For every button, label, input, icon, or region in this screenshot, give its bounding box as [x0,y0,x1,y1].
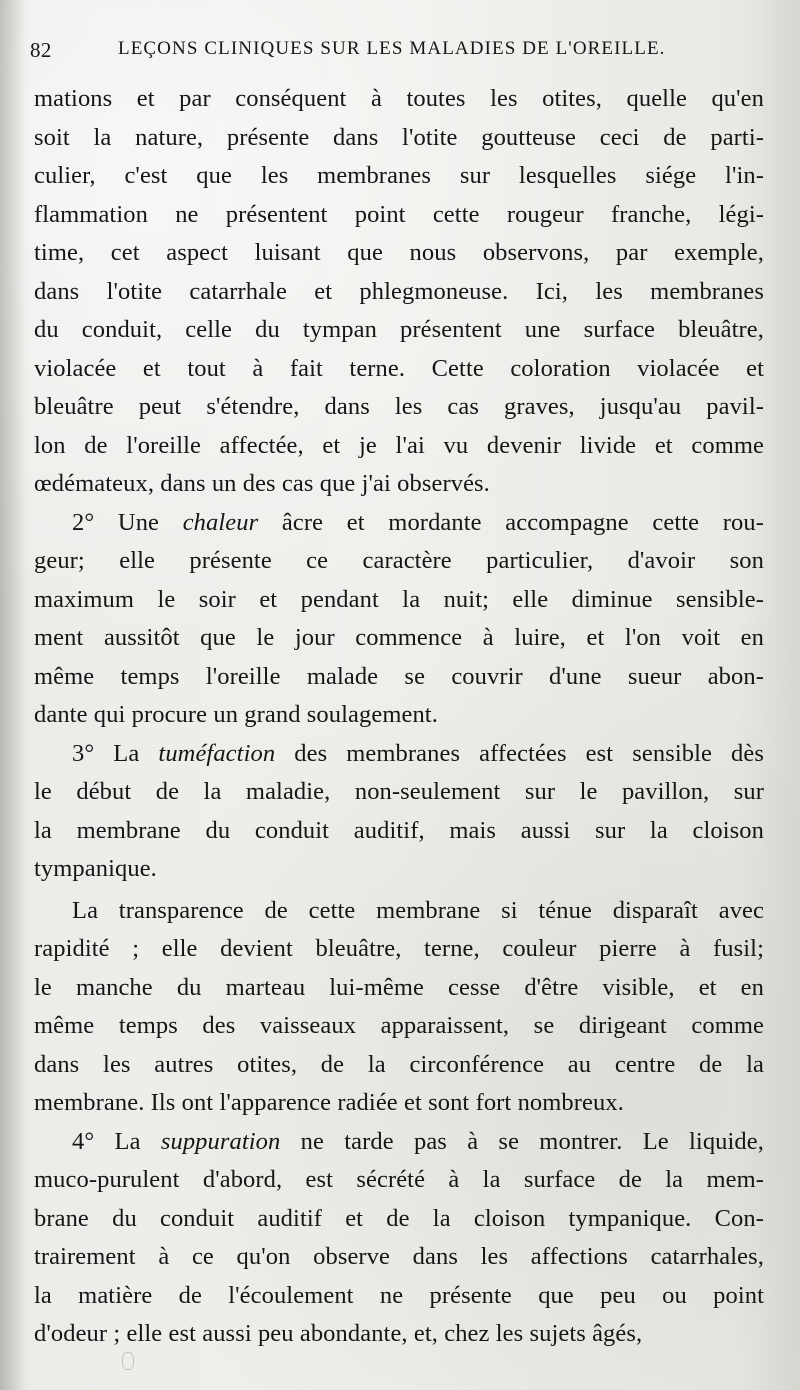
italic-term: suppuration [160,1127,281,1155]
text-line: soit la nature, présente dans l'otite goutteuse ceci de parti- [34,123,764,151]
text-line: geur; elle présente ce caractère particulier, d'avoir son [34,547,764,574]
text-line: même temps l'oreille malade se couvrir d'une sueur abon- [34,662,764,690]
text-line: dante qui procure un grand soulagement. [34,701,438,728]
text-line: le manche du marteau lui-même cesse d'être visible, et en [34,973,764,1001]
text-fragment: des membranes affectées est sensible dès [275,739,764,767]
text-line: violacée et tout à fait terne. Cette coloration violacée et [34,354,764,382]
gutter-shadow [0,0,26,1390]
paper-smudge [122,1352,134,1370]
page-header [30,38,770,68]
text-line: mations et par conséquent à toutes les otites, quelle qu'en [34,85,764,112]
text-line: d'odeur ; elle est aussi peu abondante, et, chez les sujets âgés, [34,1320,643,1347]
text-line: bleuâtre peut s'étendre, dans les cas graves, jusqu'au pavil- [34,393,764,420]
text-line: tympanique. [34,855,157,882]
text-line: rapidité ; elle devient bleuâtre, terne, couleur pierre à fusil; [34,935,764,962]
paragraph-heat [34,504,764,543]
text-line: même temps des vaisseaux apparaissent, se dirigeant comme [34,1012,764,1039]
text-line: trairement à ce qu'on observe dans les affections catarrhales, [34,1243,764,1270]
text-line: maximum le soir et pendant la nuit; elle diminue sensible- [34,585,764,613]
text-line: muco-purulent d'abord, est sécrété à la surface de la mem- [34,1166,764,1193]
text-line: la membrane du conduit auditif, mais aussi sur la cloison [34,816,764,844]
text-line: culier, c'est que les membranes sur lesquelles siége l'in- [34,162,764,189]
text-line: du conduit, celle du tympan présentent une surface bleuâtre, [34,316,764,343]
text-fragment: 2° Une [72,508,183,536]
running-head: LEÇONS CLINIQUES SUR LES MALADIES DE L'OREILLE. [118,38,666,59]
text-fragment: âcre et mordante accompagne cette rou- [258,508,764,536]
page-number: 82 [30,38,52,62]
paragraph-suppuration [34,1123,764,1162]
text-fragment: 3° La [72,739,159,767]
text-line: ment aussitôt que le jour commence à luire, et l'on voit en [34,624,764,651]
text-line: time, cet aspect luisant que nous observons, par exemple, [34,239,764,266]
text-fragment: 4° La [72,1127,161,1155]
text-line: dans les autres otites, de la circonférence au centre de la [34,1050,764,1078]
italic-term: chaleur [182,508,259,536]
text-line: brane du conduit auditif et de la cloison tympanique. Con- [34,1204,764,1232]
body-text [34,80,764,1354]
paragraph-swelling [34,735,764,774]
italic-term: tuméfaction [158,739,276,767]
text-line: membrane. Ils ont l'apparence radiée et sont fort nombreux. [34,1089,624,1116]
text-line: lon de l'oreille affectée, et je l'ai vu devenir livide et comme [34,431,764,459]
text-line: flammation ne présentent point cette rougeur franche, légi- [34,200,764,228]
text-fragment: ne tarde pas à se montrer. Le liquide, [280,1127,764,1155]
text-line: œdémateux, dans un des cas que j'ai observés. [34,470,490,497]
text-line: dans l'otite catarrhale et phlegmoneuse. Ici, les membranes [34,277,764,305]
text-line: le début de la maladie, non-seulement sur le pavillon, sur [34,778,764,805]
text-line: la matière de l'écoulement ne présente que peu ou point [34,1281,764,1309]
text-line: La transparence de cette membrane si ténue disparaît avec [72,896,764,924]
